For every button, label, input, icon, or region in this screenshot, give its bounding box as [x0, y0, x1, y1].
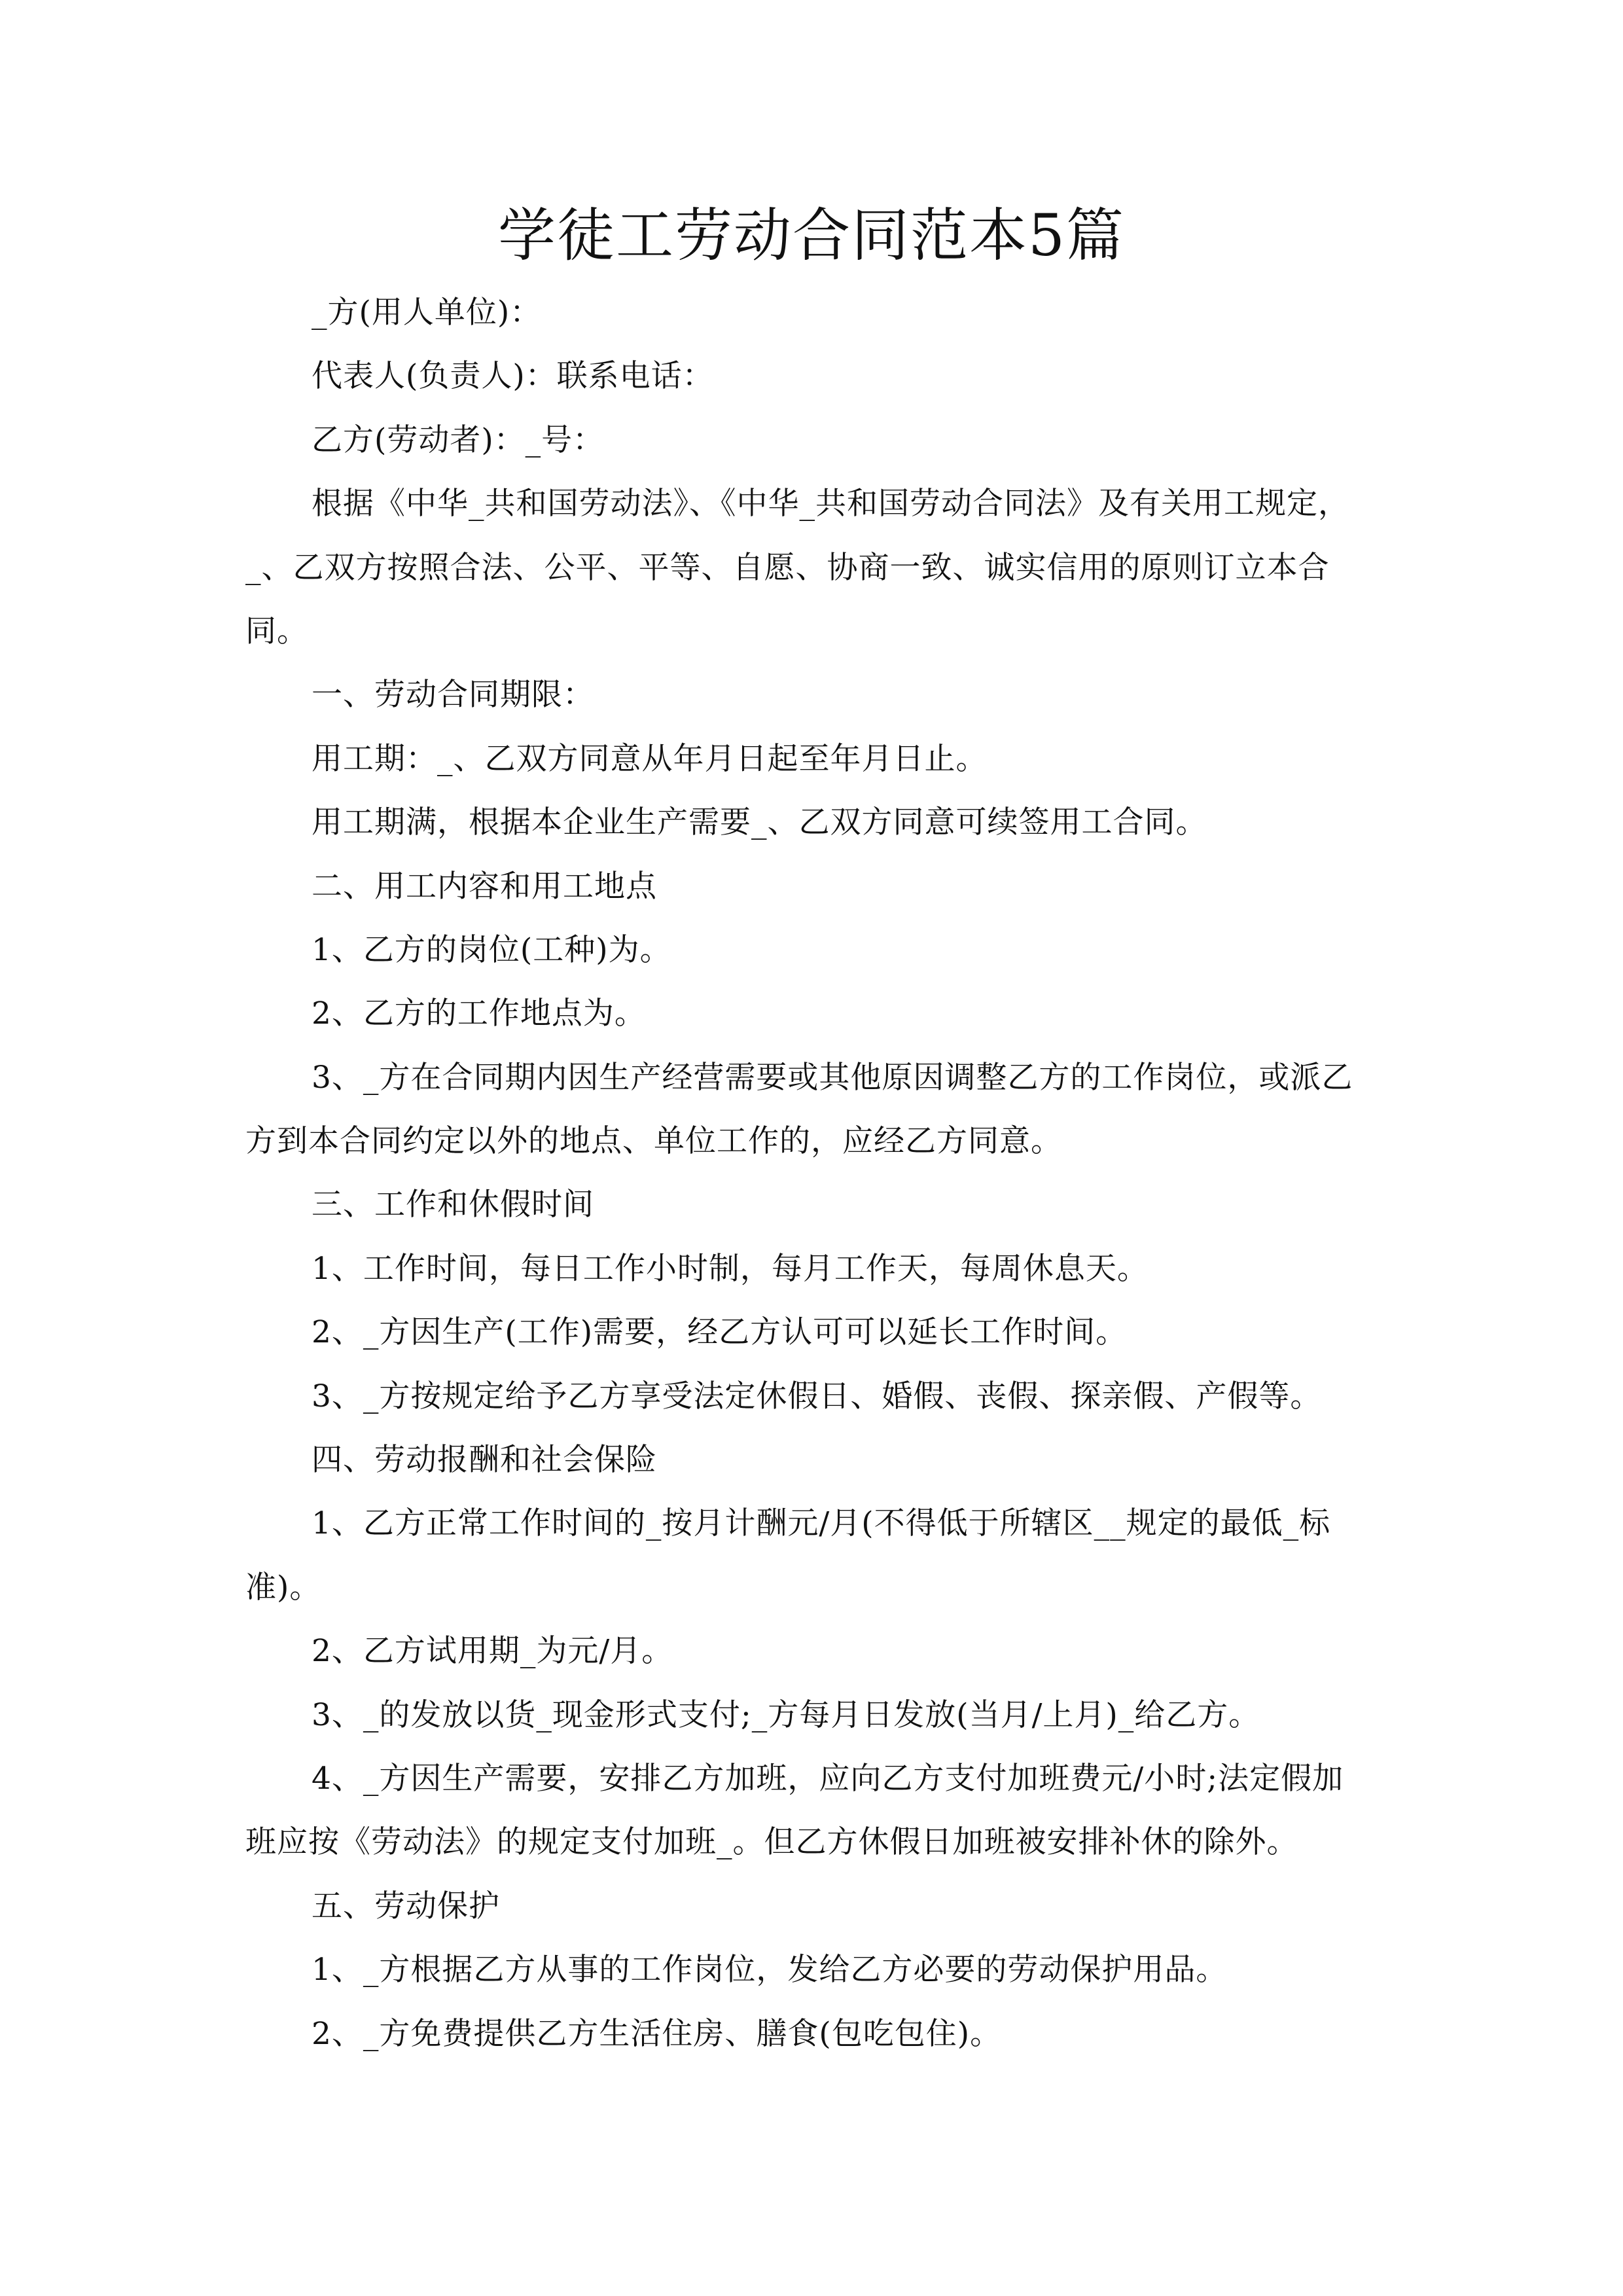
- paragraph-line: 三、工作和休假时间: [312, 1187, 594, 1223]
- paragraph-line: 3、_方按规定给予乙方享受法定休假日、婚假、丧假、探亲假、产假等。: [312, 1378, 1322, 1414]
- paragraph-line: 2、_方免费提供乙方生活住房、膳食(包吃包住)。: [312, 2015, 1002, 2052]
- document-body: [245, 281, 1397, 2066]
- paragraph: [245, 2002, 1397, 2066]
- paragraph-line: 二、用工内容和用工地点: [312, 868, 657, 905]
- paragraph-line: 1、工作时间，每日工作小时制，每月工作天，每周休息天。: [312, 1250, 1149, 1287]
- paragraph-line: 四、劳动报酬和社会保险: [312, 1442, 657, 1479]
- paragraph-line: 4、_方因生产需要，安排乙方加班，应向乙方支付加班费元/小时;法定假加: [312, 1760, 1344, 1797]
- paragraph: [245, 1938, 1397, 2001]
- paragraph: [245, 1237, 1397, 1300]
- paragraph: [245, 281, 1397, 344]
- paragraph: [245, 472, 1397, 663]
- paragraph-line: 2、乙方试用期_为元/月。: [312, 1633, 673, 1670]
- paragraph-line: 1、_方根据乙方从事的工作岗位，发给乙方必要的劳动保护用品。: [312, 1952, 1228, 1988]
- paragraph-line: 用工期：_、乙双方同意从年月日起至年月日止。: [312, 740, 988, 777]
- paragraph-line: 1、乙方正常工作时间的_按月计酬元/月(不得低于所辖区__规定的最低_标: [312, 1505, 1331, 1542]
- paragraph-line: _、乙双方按照合法、公平、平等、自愿、协商一致、诚实信用的原则订立本合: [245, 549, 1330, 586]
- paragraph-line: 准)。: [245, 1569, 321, 1605]
- document-title: 学徒工劳动合同范本5篇: [498, 202, 1125, 269]
- paragraph: [245, 1428, 1397, 1492]
- paragraph-line: 根据《中华_共和国劳动法》、《中华_共和国劳动合同法》及有关用工规定，: [312, 486, 1349, 522]
- paragraph: [245, 1492, 1397, 1619]
- paragraph-line: 2、_方因生产(工作)需要，经乙方认可可以延长工作时间。: [312, 1314, 1128, 1351]
- paragraph: [245, 1300, 1397, 1364]
- paragraph-line: 同。: [245, 613, 308, 649]
- paragraph-line: 用工期满，根据本企业生产需要_、乙双方同意可续签用工合同。: [312, 804, 1207, 841]
- paragraph: [245, 855, 1397, 918]
- paragraph-line: _方(用人单位)：: [312, 295, 542, 331]
- paragraph-line: 3、_的发放以货_现金形式支付;_方每月日发放(当月/上月)_给乙方。: [312, 1696, 1260, 1733]
- paragraph-line: 3、_方在合同期内因生产经营需要或其他原因调整乙方的工作岗位，或派乙: [312, 1059, 1353, 1096]
- paragraph: [245, 1747, 1397, 1874]
- paragraph: [245, 1173, 1397, 1236]
- paragraph: [245, 344, 1397, 408]
- paragraph: [245, 1874, 1397, 1938]
- paragraph-line: 一、劳动合同期限：: [312, 677, 594, 713]
- paragraph: [245, 982, 1397, 1045]
- paragraph: [245, 918, 1397, 982]
- paragraph: [245, 1046, 1397, 1174]
- paragraph-line: 班应按《劳动法》的规定支付加班_。但乙方休假日加班被安排补休的除外。: [245, 1824, 1298, 1861]
- paragraph: [245, 791, 1397, 854]
- paragraph-line: 方到本合同约定以外的地点、单位工作的，应经乙方同意。: [245, 1123, 1062, 1160]
- paragraph: [245, 408, 1397, 472]
- paragraph: [245, 1365, 1397, 1428]
- paragraph-line: 代表人(负责人)：联系电话：: [312, 358, 714, 395]
- paragraph: [245, 663, 1397, 726]
- paragraph: [245, 727, 1397, 791]
- paragraph-line: 2、乙方的工作地点为。: [312, 996, 646, 1032]
- paragraph: [245, 1619, 1397, 1683]
- paragraph-line: 乙方(劳动者)：_号：: [312, 422, 605, 458]
- paragraph-line: 1、乙方的岗位(工种)为。: [312, 931, 671, 968]
- paragraph-line: 五、劳动保护: [312, 1888, 500, 1924]
- paragraph: [245, 1683, 1397, 1747]
